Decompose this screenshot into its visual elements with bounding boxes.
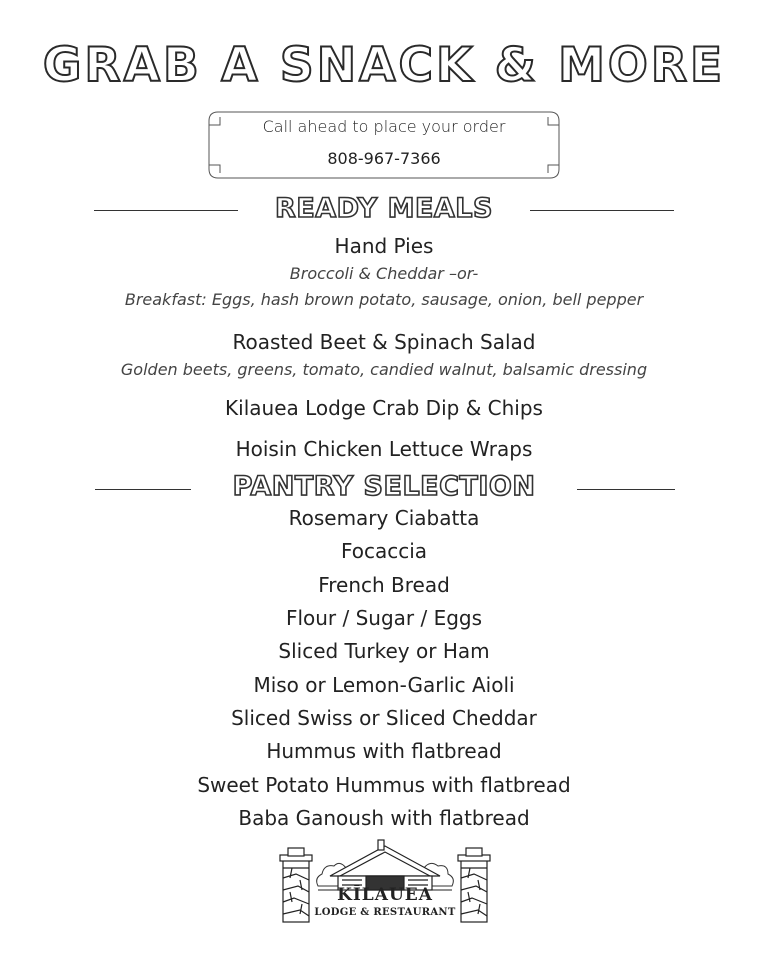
menu-item-salad: Roasted Beet & Spinach Salad (232, 330, 536, 354)
logo-name: KĪLAUEA (337, 885, 433, 905)
pantry-heading: PANTRY SELECTION (232, 471, 536, 502)
menu-item-desc: Golden beets, greens, tomato, candied walnut, balsamic dressing (120, 360, 648, 379)
pantry-item: Flour / Sugar / Eggs (285, 606, 483, 630)
ready-meals-heading: READY MEALS (275, 193, 493, 224)
logo-subtitle: LODGE & RESTAURANT (314, 907, 456, 918)
phone-number: 808-967-7366 (327, 149, 441, 168)
pantry-item: Hummus with flatbread (266, 739, 502, 763)
pantry-item: Miso or Lemon-Garlic Aioli (253, 673, 515, 697)
pantry-item: Sweet Potato Hummus with flatbread (197, 773, 571, 797)
menu-item-desc: Breakfast: Eggs, hash brown potato, sausage, onion, bell pepper (124, 290, 644, 309)
pantry-item: Rosemary Ciabatta (288, 506, 480, 530)
page-title: GRAB A SNACK & MORE (42, 38, 726, 93)
pantry-item: Baba Ganoush with flatbread (238, 806, 530, 830)
pantry-item: Sliced Turkey or Ham (278, 639, 490, 663)
pantry-item: French Bread (318, 573, 450, 597)
menu-item-hand-pies: Hand Pies (334, 234, 434, 258)
pantry-item: Sliced Swiss or Sliced Cheddar (231, 706, 537, 730)
pantry-item: Focaccia (340, 539, 428, 563)
menu-item-crab-dip: Kilauea Lodge Crab Dip & Chips (225, 396, 543, 420)
menu-item-desc: Broccoli & Cheddar –or- (289, 264, 479, 283)
menu-item-lettuce-wraps: Hoisin Chicken Lettuce Wraps (235, 437, 533, 461)
call-ahead-box (208, 111, 560, 179)
call-ahead-text: Call ahead to place your order (262, 117, 506, 136)
